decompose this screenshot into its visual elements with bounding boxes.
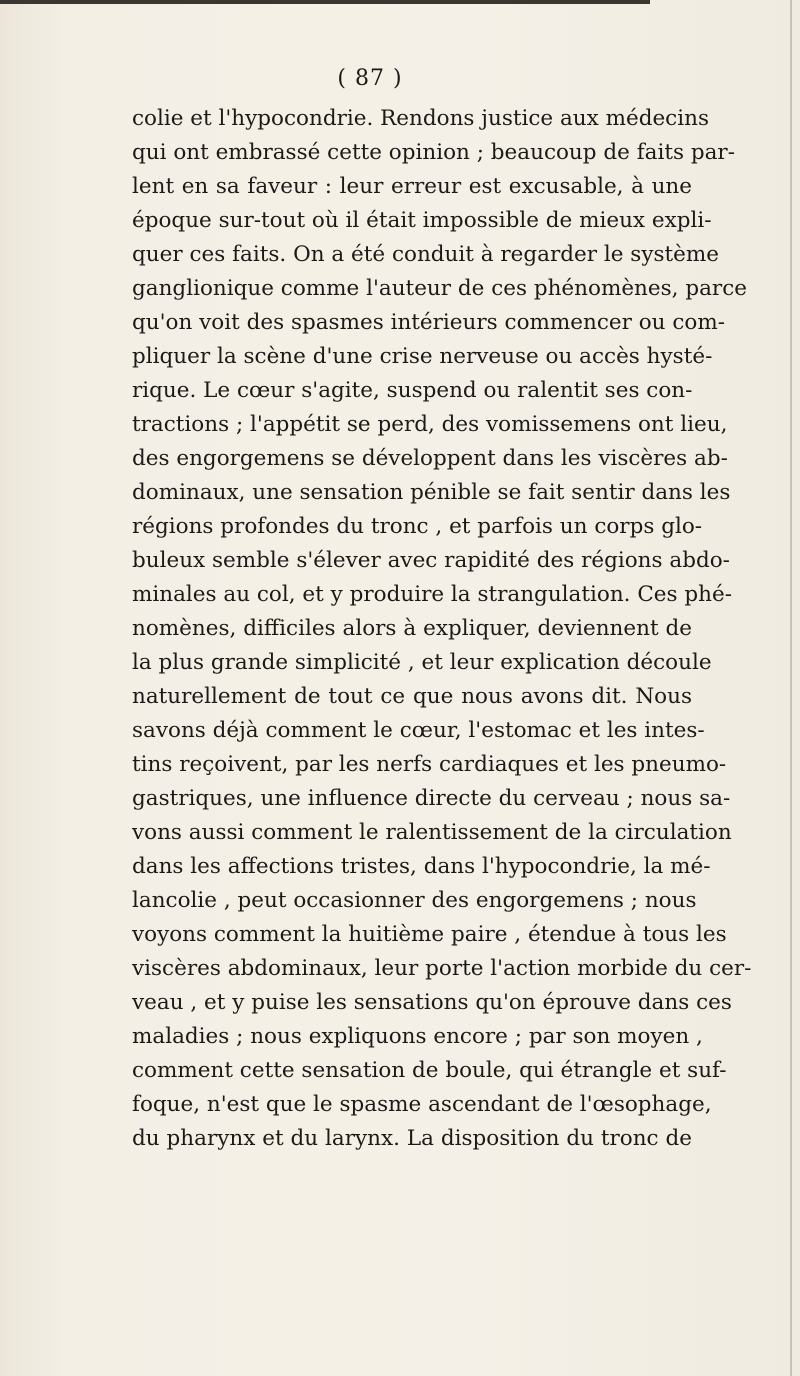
text-line: lent en sa faveur : leur erreur est excusable, à une — [132, 174, 692, 199]
text-line: rique. Le cœur s'agite, suspend ou ralentit ses con- — [132, 378, 693, 403]
text-line: naturellement de tout ce que nous avons dit. Nous — [132, 684, 692, 709]
text-line: ganglionique comme l'auteur de ces phénomènes, parce — [132, 276, 747, 301]
text-line: comment cette sensation de boule, qui étrangle et suf- — [132, 1058, 727, 1083]
text-line: vons aussi comment le ralentissement de la circulation — [132, 820, 732, 845]
text-line: gastriques, une influence directe du cerveau ; nous sa- — [132, 786, 731, 811]
text-line: qui ont embrassé cette opinion ; beaucoup de faits par- — [132, 140, 735, 165]
text-line: qu'on voit des spasmes intérieurs commencer ou com- — [132, 310, 725, 335]
text-line: nomènes, difficiles alors à expliquer, deviennent de — [132, 616, 692, 641]
text-line: dans les affections tristes, dans l'hypocondrie, la mé- — [132, 854, 711, 879]
text-line: régions profondes du tronc , et parfois un corps glo- — [132, 514, 703, 539]
text-line: maladies ; nous expliquons encore ; par son moyen , — [132, 1024, 703, 1049]
text-line: pliquer la scène d'une crise nerveuse ou accès hysté- — [132, 344, 713, 369]
text-line: tins reçoivent, par les nerfs cardiaques et les pneumo- — [132, 752, 727, 777]
text-line: voyons comment la huitième paire , étendue à tous les — [132, 922, 727, 947]
text-line: époque sur-tout où il était impossible de mieux expli- — [132, 208, 712, 233]
text-line: quer ces faits. On a été conduit à regarder le système — [132, 242, 719, 267]
text-line: buleux semble s'élever avec rapidité des régions abdo- — [132, 548, 730, 573]
text-line: minales au col, et y produire la strangulation. Ces phé- — [132, 582, 732, 607]
text-line: dominaux, une sensation pénible se fait sentir dans les — [132, 480, 731, 505]
text-line: la plus grande simplicité , et leur explication découle — [132, 650, 712, 675]
page-number: ( 87 ) — [337, 66, 403, 91]
page-right-edge — [790, 0, 792, 1376]
text-line: des engorgemens se développent dans les viscères ab- — [132, 446, 728, 471]
text-line: veau , et y puise les sensations qu'on éprouve dans ces — [132, 990, 732, 1015]
top-edge-rule — [0, 0, 650, 4]
text-line: tractions ; l'appétit se perd, des vomissemens ont lieu, — [132, 412, 728, 437]
text-line: colie et l'hypocondrie. Rendons justice aux médecins — [132, 106, 709, 131]
body-text — [132, 102, 752, 1156]
text-line: lancolie , peut occasionner des engorgemens ; nous — [132, 888, 697, 913]
text-line: savons déjà comment le cœur, l'estomac et les intes- — [132, 718, 705, 743]
text-line: foque, n'est que le spasme ascendant de l'œsophage, — [132, 1092, 712, 1117]
text-line: du pharynx et du larynx. La disposition du tronc de — [132, 1126, 692, 1151]
text-line: viscères abdominaux, leur porte l'action morbide du cer- — [132, 956, 752, 981]
